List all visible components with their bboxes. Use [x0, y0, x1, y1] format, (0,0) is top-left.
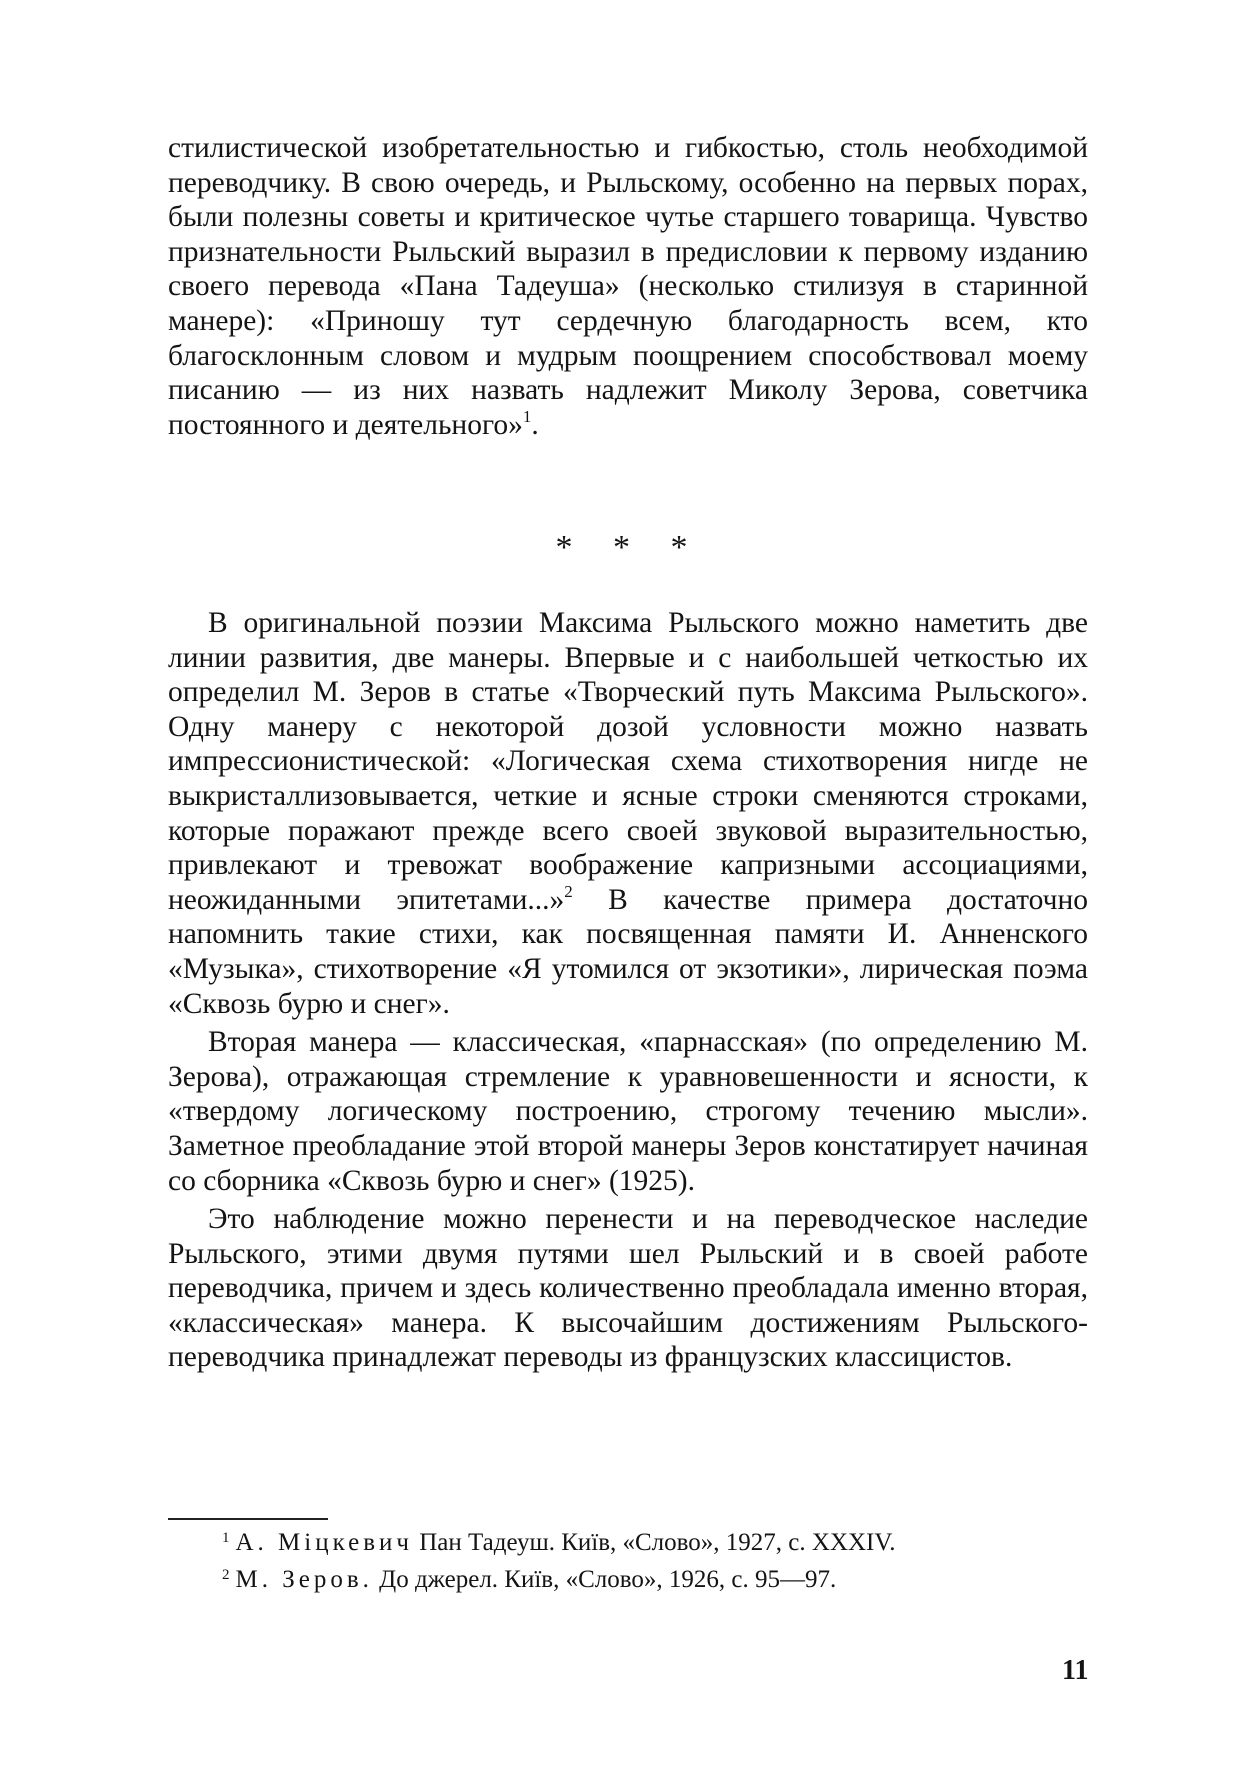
paragraph: [168, 131, 1088, 442]
footnote-ref-2: 2: [564, 881, 573, 901]
footnote-number: 1: [222, 1530, 230, 1546]
footnote-author: М. Зеров.: [235, 1566, 373, 1593]
footnote-number: 2: [222, 1567, 230, 1583]
page-number: 11: [1062, 1655, 1089, 1686]
paragraph-text: стилистической изобретательностью и гибкостью, столь необходимой переводчику. В свою очередь, и Рыльскому, особенно на первых порах, были полезны советы и критическое чутье старшего товарища. Чувство признательности Рыльский выразил в предисловии к первому изданию своего перевода «Пана Тадеуша» (несколько стилизуя в старинной манере): «Приношу тут сердечную благодарность всем, кто благосклонным словом и мудрым поощрением способствовал моему писанию — из них назвать надлежит Миколу Зерова, советчика постоянного и деятельного»: [168, 132, 1088, 441]
footnote-1: [222, 1522, 1102, 1559]
section-separator: * * *: [555, 529, 704, 566]
paragraph: [168, 606, 1088, 1021]
continued-paragraph: [168, 131, 1088, 442]
paragraph-text: В оригинальной поэзии Максима Рыльского можно наметить две линии развития, две манеры. Впервые и с наибольшей четкостью их определил М. Зеров в статье «Творческий путь Максима Рыльского». Одну манеру с некоторой дозой условности можно назвать импрессионистической: «Логическая схема стихотворения нигде не выкристаллизовывается, четкие и ясные строки сменяются строками, которые поражают прежде всего своей звуковой выразительностью, привлекают и тревожат воображение капризными ассоциациями, неожиданными эпитетами...»: [168, 607, 1088, 916]
footnote-author: А. Міцкевич: [235, 1529, 413, 1556]
paragraph: Вторая манера — классическая, «парнасская» (по определению М. Зерова), отражающая стремление к уравновешенности и ясности, к «твердому логическому построению, строгому течению мысли». Заметное преобладание этой второй манеры Зеров констатирует начиная со сборника «Сквозь бурю и снег» (1925).: [168, 1026, 1088, 1197]
main-text: [168, 606, 1088, 1375]
footnote-ref-1: 1: [522, 406, 532, 426]
footnotes: [222, 1522, 1102, 1596]
footnote-2: [222, 1559, 1102, 1596]
footnote-text: Пан Тадеуш. Київ, «Слово», 1927, с. XXXIV.: [412, 1529, 896, 1556]
paragraph: Это наблюдение можно перенести и на переводческое наследие Рыльского, этими двумя путями шел Рыльский и в своей работе переводчика, причем и здесь количественно преобладала именно вторая, «классическая» манера. К высочайшим достижениям Рыльского-переводчика принадлежат переводы из французских классицистов.: [168, 1203, 1088, 1374]
paragraph-text-continued: В качестве примера достаточно напомнить такие стихи, как посвященная памяти И. Анненского «Музыка», стихотворение «Я утомился от экзотики», лирическая поэма «Сквозь бурю и снег».: [168, 883, 1088, 1020]
paragraph-end: .: [531, 408, 539, 441]
footnote-text: До джерел. Київ, «Слово», 1926, с. 95—97.: [372, 1566, 837, 1593]
footnote-divider: [168, 1518, 328, 1520]
